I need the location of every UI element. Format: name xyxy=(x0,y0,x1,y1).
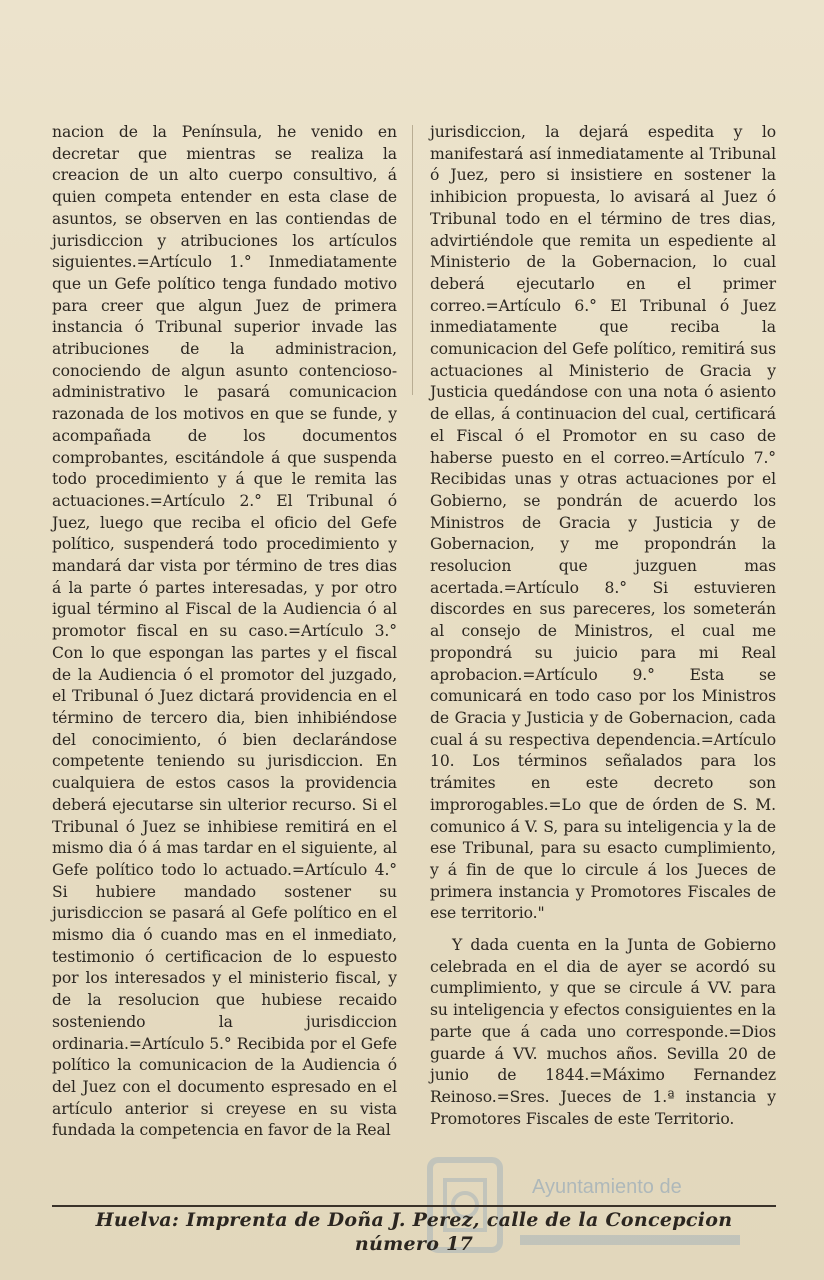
footer-rule xyxy=(52,1205,776,1207)
printer-imprint xyxy=(52,1208,776,1256)
left-column-text: nacion de la Península, he venido en decretar que mientras se realiza la creacion de un alto cuerpo consultivo, á quien competa entender en esta clase de asuntos, se observen en las contiendas de jurisdiccion y atribuciones los artículos siguientes.=Artículo 1.° Inmediatamente que un Gefe político tenga fundado motivo para creer que algun Juez de primera instancia ó Tribunal superior invade las atribuciones de la administracion, conociendo de algun asunto contencioso-administrativo le pasará comunicacion razonada de los motivos en que se funde, y acompañada de los documentos comprobantes, escitándole á que suspenda todo procedimiento y á que le remita las actuaciones.=Artículo 2.° El Tribunal ó Juez, luego que reciba el oficio del Gefe político, suspenderá todo procedimiento y mandará dar vista por término de tres dias á la parte ó partes interesadas, y por otro igual término al Fiscal de la Audiencia ó al promotor fiscal en su caso.=Artículo 3.° Con lo que espongan las partes y el fiscal de la Audiencia ó el promotor del juzgado, el Tribunal ó Juez dictará providencia en el término de tercero dia, bien inhibiéndose del conocimiento, ó bien declarándose competente teniendo su jurisdiccion. En cualquiera de estos casos la providencia deberá ejecutarse sin ulterior recurso. Si el Tribunal ó Juez se inhibiese remitirá en el mismo dia ó á mas tardar en el siguiente, al Gefe político todo lo actuado.=Artículo 4.° Si hubiere mandado sostener su jurisdiccion se pasará al Gefe político en el mismo dia ó cuando mas en el inmediato, testimonio ó certificacion de lo espuesto por los interesados y el ministerio fiscal, y de la resolucion que hubiese recaido sosteniendo la jurisdiccion ordinaria.=Artículo 5.° Recibida por el Gefe político la comunicacion de la Audiencia ó del Juez con el documento espresado en el artículo anterior si creyese en su vista fundada la competencia en favor de la Real xyxy=(52,123,397,1140)
right-text-column xyxy=(430,122,776,1130)
right-column-paragraph-1: jurisdiccion, la dejará espedita y lo manifestará así inmediatamente al Tribunal ó Juez, pero si insistiere en sostener la inhibicion propuesta, lo avisará al Juez ó Tribunal todo en el término de tres dias, advirtiéndole que remita un espediente al Ministerio de la Gobernacion, lo cual deberá ejecutarlo en el primer correo.=Artículo 6.° El Tribunal ó Juez inmediatamente que reciba la comunicacion del Gefe político, remitirá sus actuaciones al Ministerio de Gracia y Justicia quedándose con una nota ó asiento de ellas, á continuacion del cual, certificará el Fiscal ó el Promotor en su caso de haberse puesto en el correo.=Artículo 7.° Recibidas unas y otras actuaciones por el Gobierno, se pondrán de acuerdo los Ministros de Gracia y Justicia y de Gobernacion, y me propondrán la resolucion que juzguen mas acertada.=Artículo 8.° Si estuvieren discordes en sus pareceres, los someterán al consejo de Ministros, el cual me propondrá su juicio para mi Real aprobacion.=Artículo 9.° Esta se comunicará en todo caso por los Ministros de Gracia y Justicia y de Gobernacion, cada cual á su respectiva dependencia.=Artículo 10. Los términos señalados para los trámites en este decreto son improrogables.=Lo que de órden de S. M. comunico á V. S, para su inteligencia y la de ese Tribunal, para su esacto cumplimiento, y á fin de que lo circule á los Jueces de primera instancia y Promotores Fiscales de ese territorio." xyxy=(430,123,776,923)
right-column-paragraph-2: Y dada cuenta en la Junta de Gobierno celebrada en el dia de ayer se acordó su cumplimiento, y que se circule á VV. para su inteligencia y efectos consiguientes en la parte que á cada uno corresponde.=Dios guarde á VV. muchos años. Sevilla 20 de junio de 1844.=Máximo Fernandez Reinoso.=Sres. Jueces de 1.ª instancia y Promotores Fiscales de este Territorio. xyxy=(430,936,776,1128)
imprint-place: Huelva: xyxy=(95,1209,180,1231)
watermark-text: Ayuntamiento de xyxy=(532,1176,682,1198)
column-divider xyxy=(412,125,413,395)
left-text-column xyxy=(52,122,397,1142)
imprint-text: Imprenta de Doña J. Perez, calle de la Concepcion número 17 xyxy=(179,1209,733,1255)
